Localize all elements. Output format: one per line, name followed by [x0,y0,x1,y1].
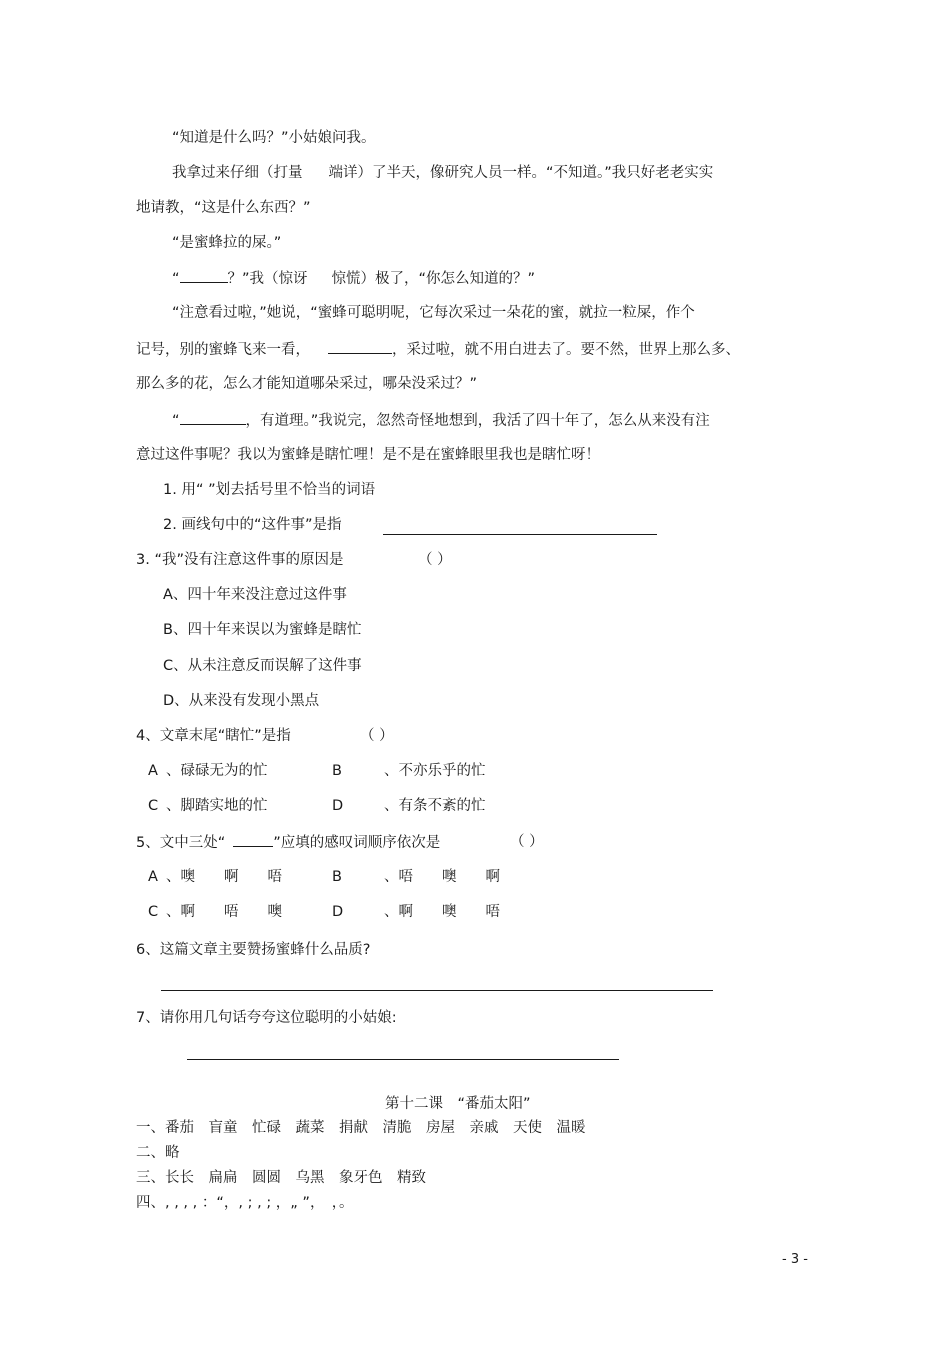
passage-p4-open-quote: “ [172,271,180,287]
question-4-paren: （ ） [360,728,394,744]
q5-option-d-letter: D [332,904,344,920]
q5-option-b-letter: B [332,869,342,885]
question-5-text-a: 5、文中三处“ [136,835,226,851]
passage-p5-line2 [136,339,740,360]
blank-line-3 [180,410,246,425]
q5-option-a-letter: A [148,869,158,885]
question-5-paren: （ ） [510,834,544,850]
passage-p4-text-a: ？”我（惊讶 [227,271,308,287]
q4-option-d: 、有条不紊的忙 [384,798,486,814]
passage-p1: “知道是什么吗？”小姑娘问我。 [172,130,376,146]
q4-option-a-letter: A [148,763,158,779]
passage-p5-line3: 那么多的花，怎么才能知道哪朵采过，哪朵没采过？” [136,376,478,392]
passage-p4-text-b: 惊慌）极了，“你怎么知道的？” [331,271,536,287]
passage-p6-text: ，有道理。”我说完，忽然奇怪地想到，我活了四十年了，怎么从来没有注 [245,413,710,429]
answer-line-q6 [161,990,713,991]
blank-line-q5 [233,832,273,847]
q4-option-d-letter: D [332,798,344,814]
q5-option-a: 、噢 啊 唔 [166,869,282,885]
passage-p2-line2: 地请教，“这是什么东西？” [136,200,311,216]
passage-p6-line2: 意过这件事呢？我以为蜜蜂是瞎忙哩！是不是在蜜蜂眼里我也是瞎忙呀！ [136,447,600,463]
answer-line-q7 [187,1059,619,1060]
blank-line-2 [328,339,392,354]
q5-option-d: 、啊 噢 唔 [384,904,500,920]
q3-option-a: A、四十年来没注意过这件事 [163,587,347,603]
passage-p5-line1: “注意看过啦，”她说，“蜜蜂可聪明呢，它每次采过一朵花的蜜，就拉一粒屎，作个 [172,305,695,321]
passage-p2-line1 [172,163,713,183]
answer-line-q2 [383,534,657,535]
question-3-paren: （ ） [418,552,452,568]
q3-option-b: B、四十年来误以为蜜蜂是瞎忙 [163,622,362,638]
question-6: 6、这篇文章主要赞扬蜜蜂什么品质? [136,942,371,958]
passage-p6-open-quote: “ [172,413,180,429]
page-number: - 3 - [782,1252,808,1267]
question-1: 1. 用“ ”划去括号里不恰当的词语 [163,482,376,498]
passage-p2-text-a: 我拿过来仔细（打量 [172,165,303,181]
q4-option-a: 、碌碌无为的忙 [166,763,268,779]
answer-1: 一、番茄 盲童 忙碌 蔬菜 捐献 清脆 房屋 亲戚 天使 温暖 [136,1120,586,1136]
answer-2: 二、略 [136,1145,180,1161]
q5-option-c-letter: C [148,904,159,920]
blank-line-1 [180,268,228,283]
answer-3: 三、长长 扁扁 圆圆 乌黑 象牙色 精致 [136,1170,426,1186]
passage-p5-text-a: 记号，别的蜜蜂飞来一看， [136,342,310,358]
q4-option-c-letter: C [148,798,159,814]
question-7: 7、请你用几句话夸夸这位聪明的小姑娘: [136,1010,397,1026]
q4-option-c: 、脚踏实地的忙 [166,798,268,814]
q3-option-d: D、从来没有发现小黑点 [163,693,320,709]
question-2: 2. 画线句中的“这件事”是指 [163,517,342,533]
q3-option-c: C、从未注意反而误解了这件事 [163,658,362,674]
question-4: 4、文章末尾“瞎忙”是指 [136,728,291,744]
passage-p2-text-b: 端详）了半天，像研究人员一样。“不知道。”我只好老老实实 [328,165,714,181]
question-5 [136,832,440,853]
question-3: 3. “我”没有注意这件事的原因是 [136,552,344,568]
question-5-text-b: ”应填的感叹词顺序依次是 [273,835,441,851]
answers-title: 第十二课 “番茄太阳” [385,1096,531,1112]
passage-p5-text-b: ，采过啦，就不用白进去了。要不然，世界上那么多、 [392,342,740,358]
q4-option-b: 、不亦乐乎的忙 [384,763,486,779]
passage-p3: “是蜜蜂拉的屎。” [172,235,282,251]
q5-option-c: 、啊 唔 噢 [166,904,282,920]
passage-p4 [172,268,535,289]
passage-p6-line1 [172,410,710,431]
answer-4: 四、, , , , ：“，, ; , ; ，„ ”， ，。 [136,1195,354,1211]
q4-option-b-letter: B [332,763,342,779]
q5-option-b: 、唔 噢 啊 [384,869,500,885]
